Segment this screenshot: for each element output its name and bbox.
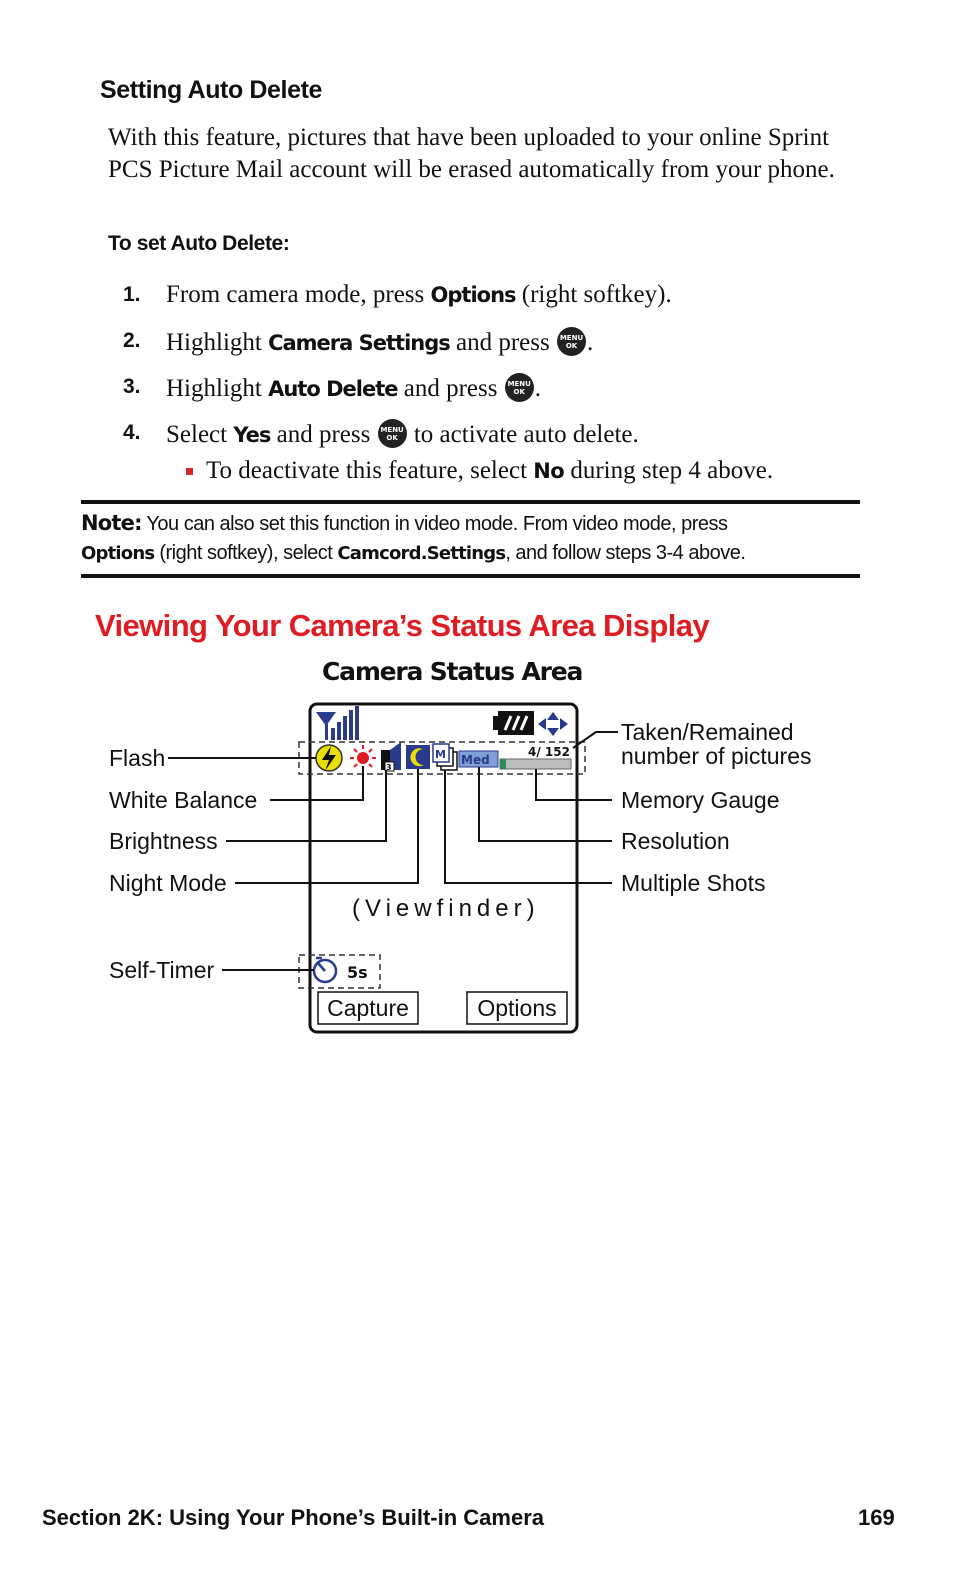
menu-key-top: MENU [559, 334, 584, 342]
note-keyword: Camcord.Settings [337, 543, 506, 564]
menu-key-bottom: OK [386, 434, 398, 442]
figure-title: Camera Status Area [322, 657, 583, 686]
step-number: 1. [123, 283, 141, 306]
softkey-capture[interactable]: Capture [327, 995, 409, 1021]
label-resolution: Resolution [621, 828, 730, 854]
footer-section-title: Section 2K: Using Your Phone’s Built-in Camera [42, 1505, 545, 1530]
note-text: (right softkey), select [154, 542, 338, 564]
label-multiple-shots: Multiple Shots [621, 870, 766, 896]
bullet-square-icon [186, 468, 193, 475]
self-timer-icon [314, 958, 336, 982]
step-text-post: . [587, 329, 594, 356]
step-number: 3. [123, 375, 141, 398]
step-text-post: (right softkey). [515, 281, 672, 308]
label-flash: Flash [109, 745, 166, 771]
battery-icon [493, 711, 534, 735]
menu-key-bottom: OK [565, 342, 578, 350]
step-2 [0, 327, 954, 367]
step-number: 4. [123, 421, 141, 444]
step-text-mid: and press [449, 329, 556, 356]
step-text-pre: From camera mode, press [166, 281, 431, 308]
memory-gauge-track [500, 759, 571, 769]
svg-text:3: 3 [386, 763, 392, 772]
label-memory-gauge: Memory Gauge [621, 787, 780, 813]
step-text-pre: Select [166, 421, 234, 448]
intro-paragraph: With this feature, pictures that have been uploaded to your online Sprint PCS Picture Mail account will be erased automatically from your phone. [108, 124, 835, 183]
step-text [166, 281, 672, 309]
step-4 [0, 419, 954, 459]
step-text-mid: and press [270, 421, 377, 448]
label-taken-remained: Taken/Remained [621, 719, 794, 745]
label-brightness: Brightness [109, 828, 218, 854]
resolution-badge-label: Med [461, 753, 490, 767]
softkey-options[interactable]: Options [477, 995, 557, 1021]
bullet-text [206, 457, 773, 485]
menu-key-bottom: OK [513, 388, 525, 396]
note-label: Note: [81, 511, 142, 535]
step-text [166, 327, 593, 357]
self-timer-value: 5s [347, 963, 368, 982]
section-heading: Setting Auto Delete [100, 76, 323, 104]
note-top-rule [81, 500, 860, 504]
label-night-mode: Night Mode [109, 870, 227, 896]
note-box [81, 509, 871, 568]
step-keyword: Camera Settings [268, 331, 450, 355]
menu-key-top: MENU [507, 380, 531, 388]
step-text-post: . [534, 375, 541, 402]
step-text [166, 373, 541, 403]
bullet-text-pre: To deactivate this feature, select [206, 457, 534, 484]
step-keyword: Options [430, 283, 516, 307]
label-number-of-pictures: number of pictures [621, 743, 812, 769]
step-1 [0, 281, 954, 321]
step-3 [0, 373, 954, 413]
label-self-timer: Self-Timer [109, 957, 215, 983]
menu-ok-key-icon [378, 419, 407, 448]
section-heading-red: Viewing Your Camera’s Status Area Display [95, 608, 710, 643]
viewfinder-label: (Viewfinder) [352, 895, 540, 922]
flash-icon [316, 745, 342, 771]
note-text: You can also set this function in video mode. From video mode, press [141, 513, 728, 535]
step-number: 2. [123, 329, 141, 352]
step-text-pre: Highlight [166, 329, 269, 356]
menu-key-top: MENU [380, 426, 404, 434]
multiple-shots-icon [433, 744, 457, 770]
counter-leader [573, 732, 618, 748]
step-keyword: Auto Delete [268, 377, 398, 401]
svg-text:M: M [435, 748, 446, 761]
note-bottom-rule [81, 574, 860, 578]
note-keyword: Options [81, 543, 155, 564]
step-keyword: Yes [233, 423, 271, 447]
label-white-balance: White Balance [109, 787, 258, 813]
step-text-mid: and press [397, 375, 504, 402]
memory-gauge-fill [500, 759, 506, 769]
menu-ok-key-icon [505, 373, 534, 402]
night-mode-icon [406, 745, 430, 769]
step-text-pre: Highlight [166, 375, 269, 402]
bullet-keyword: No [533, 459, 565, 483]
menu-ok-key-icon [557, 327, 586, 356]
step-text [166, 419, 639, 449]
note-text: , and follow steps 3-4 above. [505, 542, 746, 564]
footer-page-number: 169 [858, 1505, 895, 1530]
procedure-heading: To set Auto Delete: [108, 232, 290, 255]
picture-counter: 4/ 152 [528, 745, 570, 759]
bullet-text-post: during step 4 above. [564, 457, 774, 484]
step-text-post: to activate auto delete. [407, 421, 639, 448]
